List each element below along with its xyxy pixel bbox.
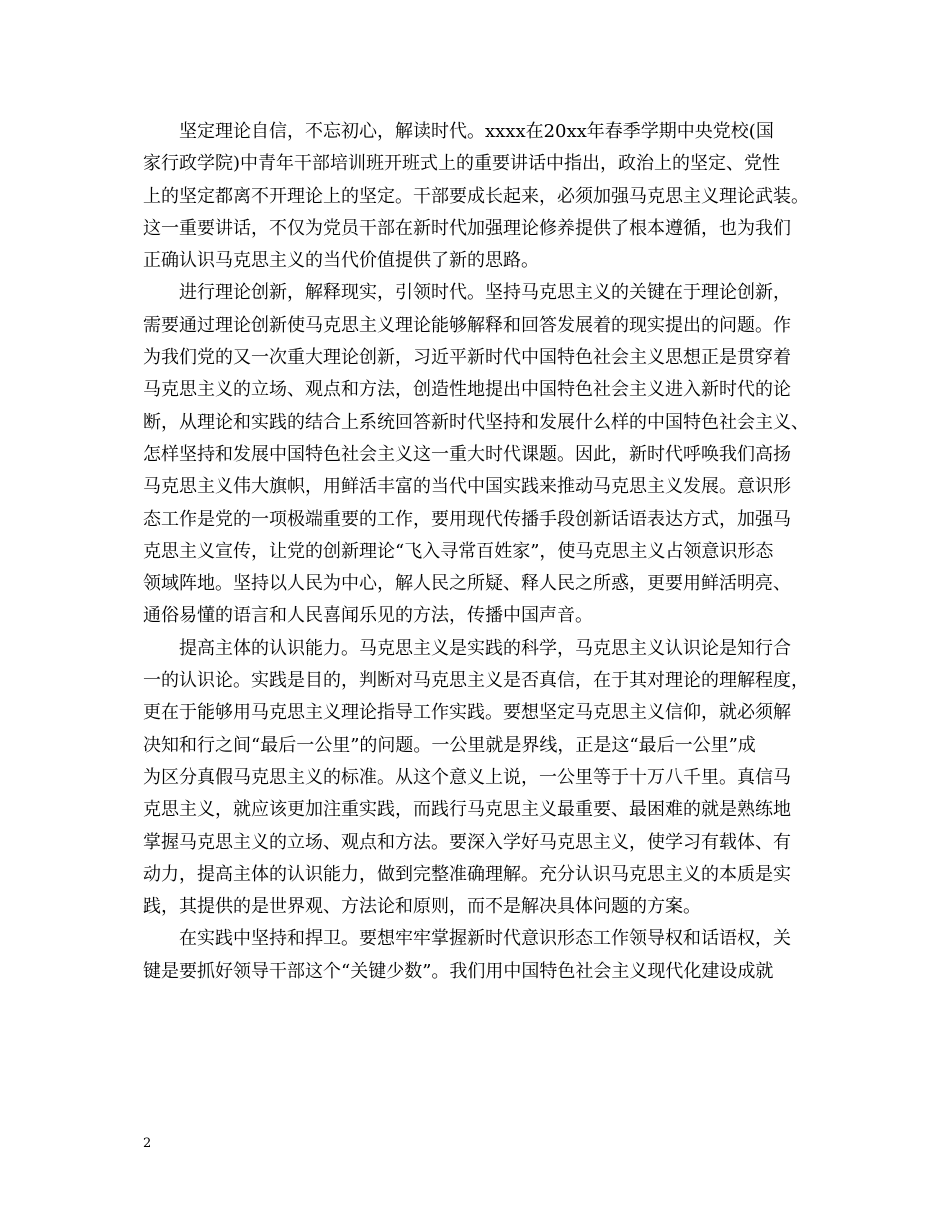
text-line: 键是要抓好领导干部这个“关键少数”。我们用中国特色社会主义现代化建设成就 <box>143 960 774 982</box>
text-line: 这一重要讲话，不仅为党员干部在新时代加强理论修养提供了根本遵循，也为我们 <box>143 217 791 239</box>
text-line: 态工作是党的一项极端重要的工作，要用现代传播手段创新话语表达方式，加强马 <box>143 508 791 530</box>
text-line: 克思主义宣传，让党的创新理论“飞入寻常百姓家”，使马克思主义占领意识形态 <box>143 540 774 562</box>
document-body <box>143 116 825 988</box>
text-line: 进行理论创新，解释现实，引领时代。坚持马克思主义的关键在于理论创新， <box>179 282 791 304</box>
page-number: 2 <box>143 1136 152 1151</box>
text-line: 坚定理论自信，不忘初心，解读时代。xxxx在20xx年春季学期中央党校(国 <box>179 121 774 142</box>
text-line: 断，从理论和实践的结合上系统回答新时代坚持和发展什么样的中国特色社会主义、 <box>143 411 809 433</box>
text-line: 提高主体的认识能力。马克思主义是实践的科学，马克思主义认识论是知行合 <box>179 637 791 659</box>
text-line: 怎样坚持和发展中国特色社会主义这一重大时代课题。因此，新时代呼唤我们高扬 <box>143 443 791 465</box>
text-line: 为区分真假马克思主义的标准。从这个意义上说，一公里等于十万八千里。真信马 <box>143 766 791 788</box>
text-line: 为我们党的又一次重大理论创新，习近平新时代中国特色社会主义思想正是贯穿着 <box>143 347 791 369</box>
text-line: 一的认识论。实践是目的，判断对马克思主义是否真信，在于其对理论的理解程度， <box>143 670 809 692</box>
text-line: 决知和行之间“最后一公里”的问题。一公里就是界线，正是这“最后一公里”成 <box>143 734 756 756</box>
text-line: 克思主义，就应该更加注重实践，而践行马克思主义最重要、最困难的就是熟练地 <box>143 799 791 821</box>
text-line: 动力，提高主体的认识能力，做到完整准确理解。充分认识马克思主义的本质是实 <box>143 863 791 885</box>
text-line: 践，其提供的是世界观、方法论和原则，而不是解决具体问题的方案。 <box>143 896 701 918</box>
text-line: 在实践中坚持和捍卫。要想牢牢掌握新时代意识形态工作领导权和话语权，关 <box>179 928 791 950</box>
text-line: 家行政学院)中青年干部培训班开班式上的重要讲话中指出，政治上的坚定、党性 <box>143 153 781 175</box>
text-line: 马克思主义的立场、观点和方法，创造性地提出中国特色社会主义进入新时代的论 <box>143 379 791 401</box>
text-line: 正确认识马克思主义的当代价值提供了新的思路。 <box>143 250 539 272</box>
text-line: 马克思主义伟大旗帜，用鲜活丰富的当代中国实践来推动马克思主义发展。意识形 <box>143 476 791 498</box>
text-line: 上的坚定都离不开理论上的坚定。干部要成长起来，必须加强马克思主义理论武装。 <box>143 185 809 207</box>
text-line: 掌握马克思主义的立场、观点和方法。要深入学好马克思主义，使学习有载体、有 <box>143 831 791 853</box>
text-line: 需要通过理论创新使马克思主义理论能够解释和回答发展着的现实提出的问题。作 <box>143 314 791 336</box>
text-line: 领域阵地。坚持以人民为中心，解人民之所疑、释人民之所惑，更要用鲜活明亮、 <box>143 573 791 595</box>
text-line: 更在于能够用马克思主义理论指导工作实践。要想坚定马克思主义信仰，就必须解 <box>143 702 791 724</box>
text-line: 通俗易懂的语言和人民喜闻乐见的方法，传播中国声音。 <box>143 605 593 627</box>
